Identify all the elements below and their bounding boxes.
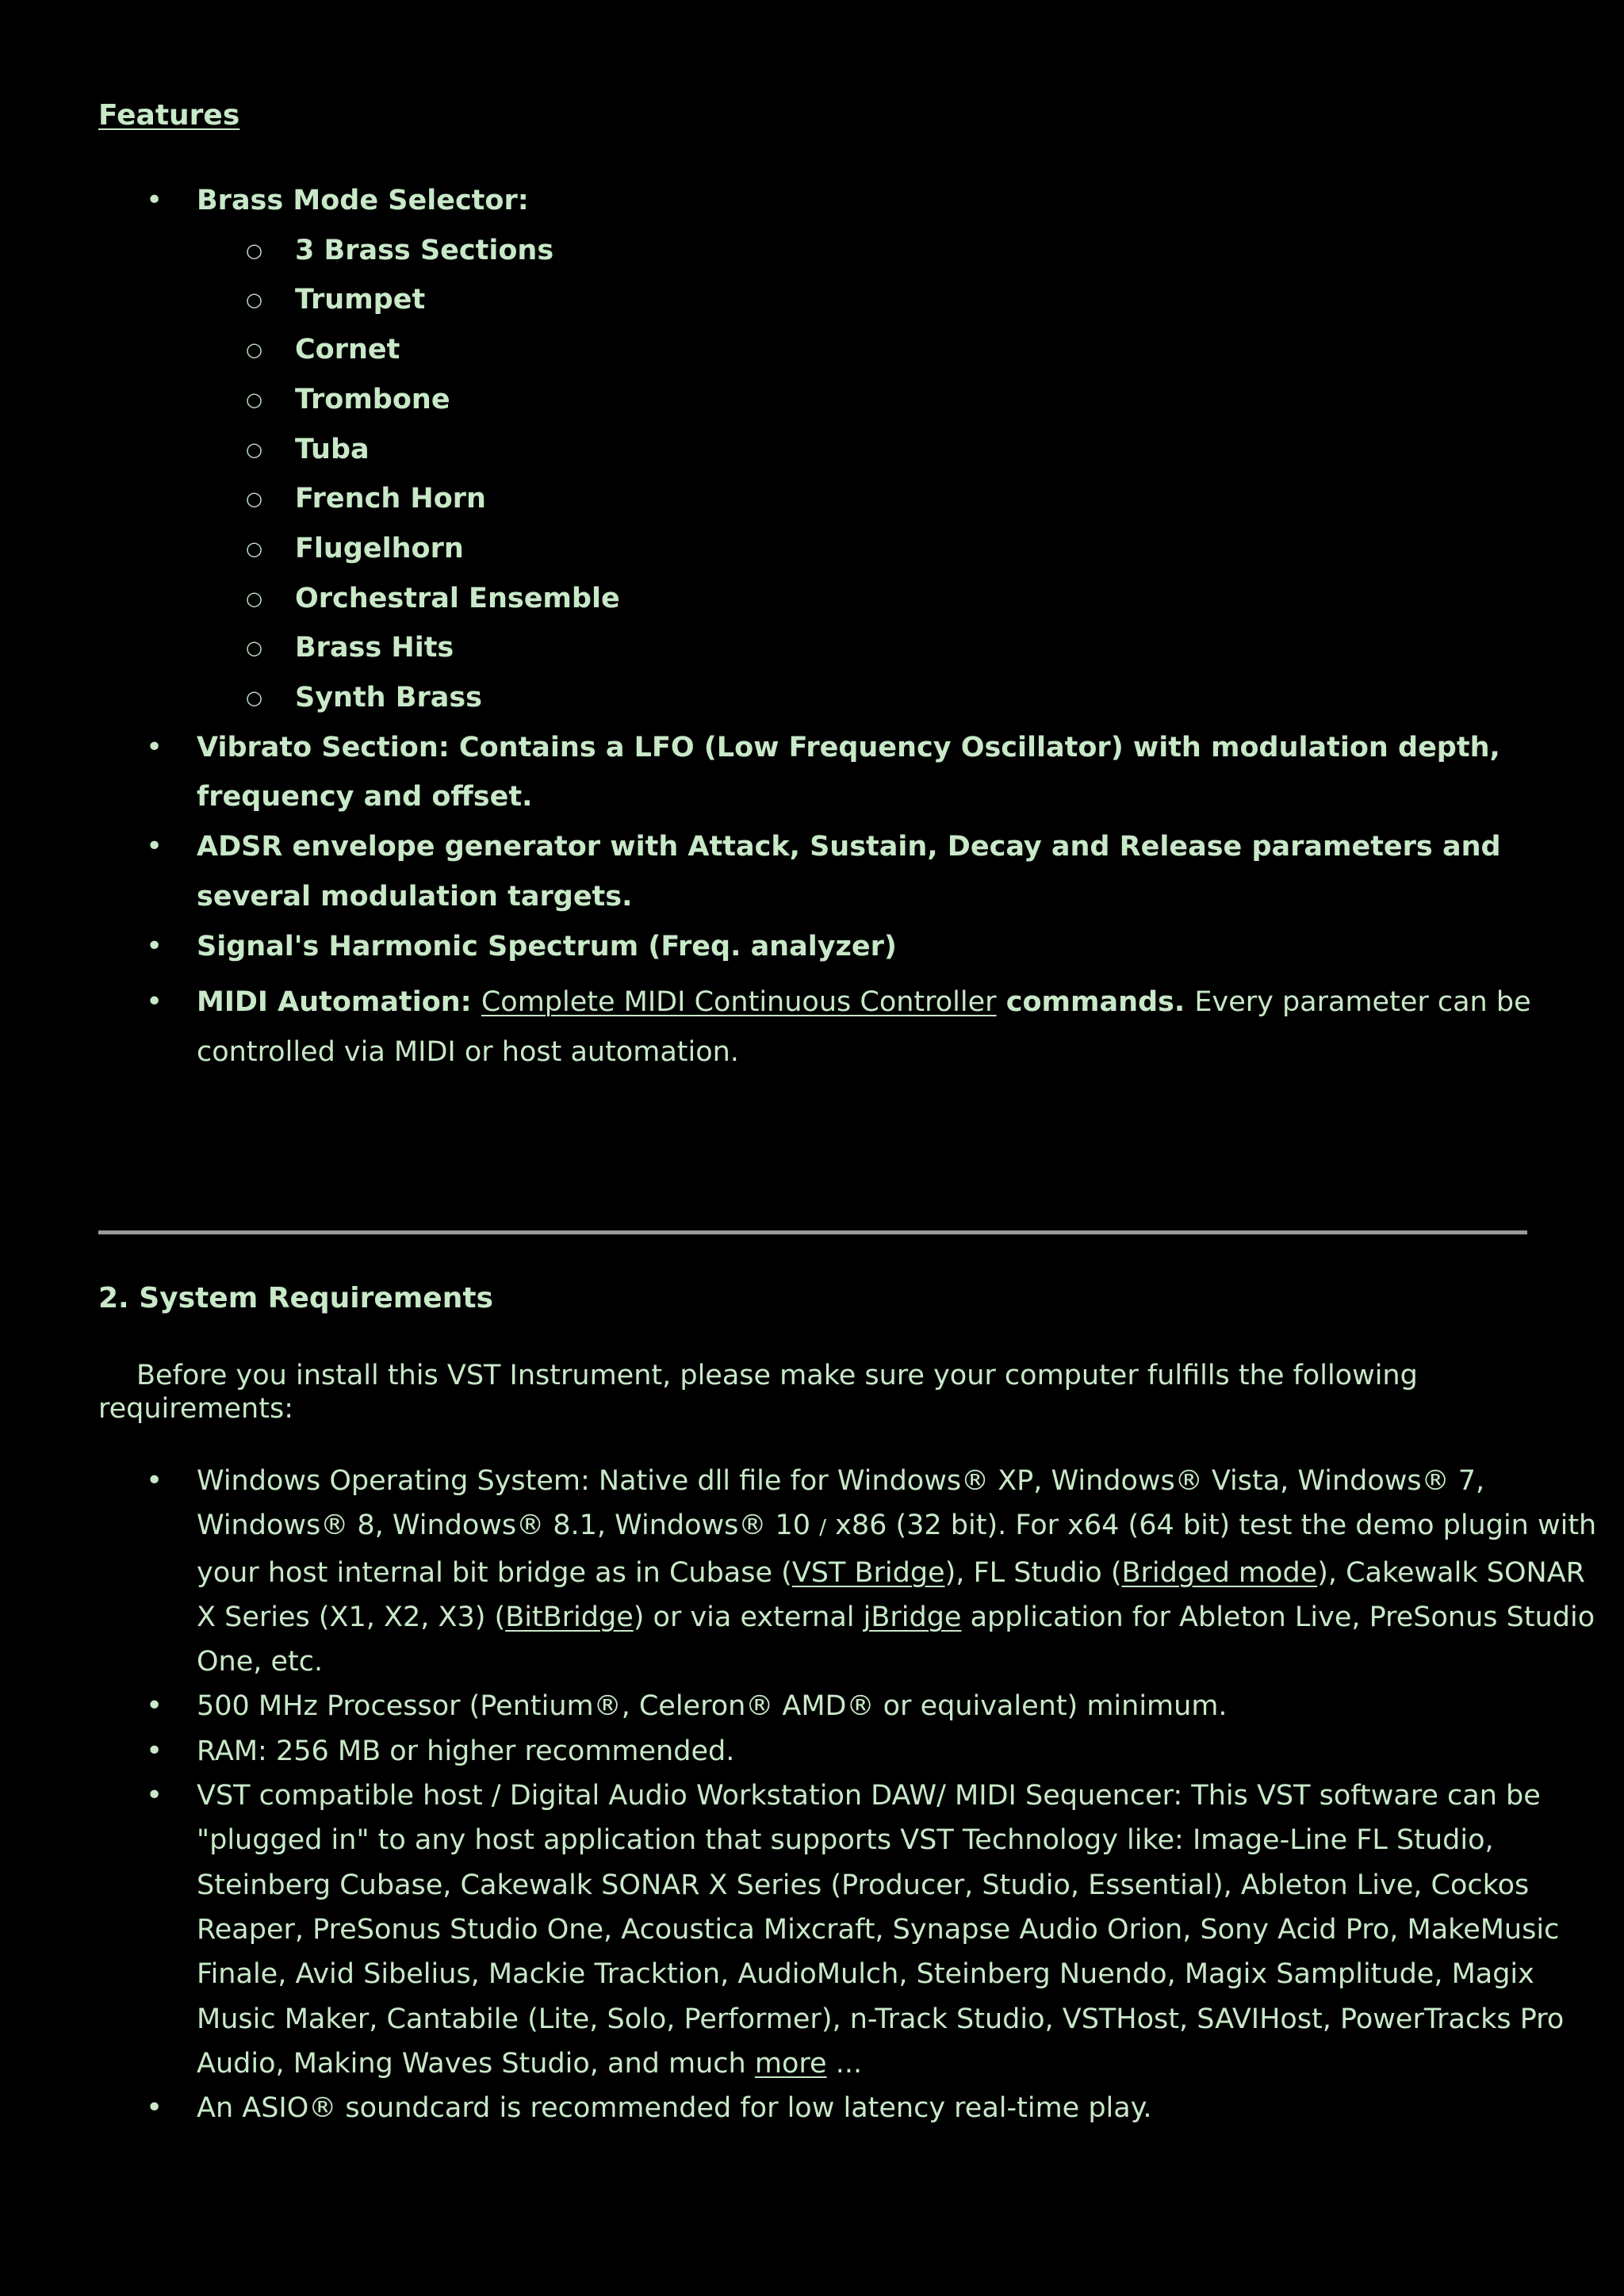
brass-mode-item: ○ Tuba [295,425,1576,475]
requirement-processor: • 500 MHz Processor (Pentium®, Celeron® AMD® or equivalent) minimum. [197,1684,1608,1728]
os-text-6: application for Ableton Live, PreSonus Studio One, etc. [197,1601,1595,1678]
requirement-host [197,1774,1608,2086]
requirement-os [197,1459,1608,1684]
os-slash: / [819,1516,826,1540]
vst-bridge-link[interactable]: VST Bridge [791,1556,945,1589]
feature-spectrum: • Signal's Harmonic Spectrum (Freq. analyzer) [197,922,1576,972]
midi-label: MIDI Automation: [197,986,472,1019]
bitbridge-link[interactable]: BitBridge [505,1601,634,1633]
feature-vibrato: • Vibrato Section: Contains a LFO (Low Frequency Oscillator) with modulation depth, frequency and offset. [197,723,1576,822]
brass-mode-item: ○ Synth Brass [295,673,1576,723]
brass-mode-list [197,226,1576,723]
os-text-5: ) or via external [633,1601,855,1633]
jbridge-link[interactable]: jBridge [863,1601,962,1633]
brass-mode-item: ○ 3 Brass Sections [295,226,1576,276]
features-list [98,176,1576,1077]
feature-adsr: • ADSR envelope generator with Attack, Sustain, Decay and Release parameters and several modulation targets. [197,822,1576,921]
requirement-asio: • An ASIO® soundcard is recommended for low latency real-time play. [197,2086,1608,2130]
midi-cc-link[interactable]: Complete MIDI Continuous Controller [481,986,997,1019]
host-tail: ... [835,2047,863,2080]
more-link[interactable]: more [754,2047,827,2080]
requirements-list [98,1459,1608,2130]
midi-bold-tail: commands. [1005,986,1185,1019]
os-text-1: Windows Operating System: Native dll file for Windows® XP, Windows® Vista, Windows® 7, Windows® 8, Windows® 8.1, Windows® 10 [197,1465,1485,1542]
os-text-3: ), FL Studio ( [944,1556,1122,1589]
brass-mode-item: ○ Brass Hits [295,623,1576,673]
system-requirements-heading: 2. System Requirements [98,1282,493,1314]
brass-mode-item: ○ Trombone [295,375,1576,425]
brass-mode-item: ○ French Horn [295,474,1576,524]
os-text-2: x86 (32 bit). For x64 (64 bit) test the demo plugin with your host internal bit bridge as in Cubase ( [197,1510,1597,1589]
brass-mode-item: ○ Trumpet [295,275,1576,325]
midi-text: Every parameter can be controlled via MIDI or host automation. [197,986,1531,1068]
features-heading [98,97,239,135]
features-heading-link[interactable]: Features [98,99,240,132]
brass-mode-label: Brass Mode Selector: [197,185,529,216]
brass-mode-item: ○ Flugelhorn [295,524,1576,574]
section-divider [98,1230,1527,1234]
host-text: VST compatible host / Digital Audio Workstation DAW/ MIDI Sequencer: This VST software can be "plugged in" to any host application that supports VST Technology like: Image-Line FL Studio, Steinberg Cubase, Cakewalk SONAR X Series (Producer, Studio, Essential), Ableton Live, Cockos Reaper, PreSonus Studio One, Acoustica Mixcraft, Synapse Audio Orion, Sony Acid Pro, MakeMusic Finale, Avid Sibelius, Mackie Tracktion, AudioMulch, Steinberg Nuendo, Magix Samplitude, Magix Music Maker, Cantabile (Lite, Solo, Performer), n-Track Studio, VSTHost, SAVIHost, PowerTracks Pro Audio, Making Waves Studio, and much [197,1780,1565,2080]
system-requirements-intro: Before you install this VST Instrument, please make sure your computer fulfills the following requirements: [98,1360,1418,1425]
requirement-ram: • RAM: 256 MB or higher recommended. [197,1729,1608,1774]
feature-brass-mode [197,176,1576,723]
brass-mode-item: ○ Cornet [295,325,1576,375]
feature-midi [197,978,1576,1077]
brass-mode-item: ○ Orchestral Ensemble [295,574,1576,624]
bridged-mode-link[interactable]: Bridged mode [1121,1556,1318,1589]
os-text-4: ), Cakewalk SONAR X Series (X1, X2, X3) ( [197,1556,1585,1633]
